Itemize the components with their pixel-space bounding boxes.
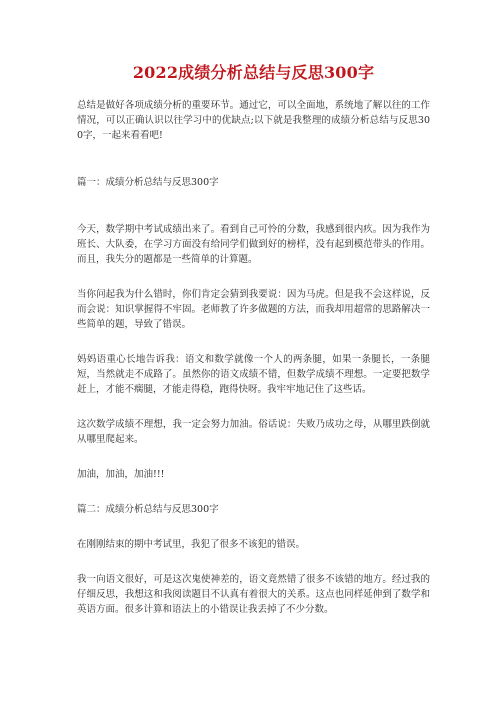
- body-paragraph: 在刚刚结束的期中考试里，我犯了很多不该犯的错误。: [77, 539, 306, 550]
- body-paragraph: 今天，数学期中考试成绩出来了。看到自己可怜的分数，我感到很内疚。因为我作为班长、大队委，在学习方面没有给同学们做到好的榜样，没有起到模范带头的作用。而且，我失分的题都是一些简单的计算题。: [77, 224, 430, 265]
- section-heading-2: 篇二：成绩分析总结与反思300字: [77, 504, 219, 515]
- body-paragraph: 妈妈语重心长地告诉我：语文和数学就像一个人的两条腿，如果一条腿长，一条腿短，当然就走不成路了。虽然你的语文成绩不错，但数学成绩不理想。一定要把数学赶上，才能不瘸腿，才能走得稳，跑得快呀。我牢牢地记住了这些话。: [77, 354, 430, 395]
- intro-paragraph: 总结是做好各项成绩分析的重要环节。通过它，可以全面地，系统地了解以往的工作情况，可以正确认识以往学习中的优缺点;以下就是我整理的成绩分析总结与反思300字，一起来看看吧!: [77, 100, 430, 141]
- section-heading-1: 篇一：成绩分析总结与反思300字: [77, 177, 219, 188]
- body-paragraph: 当你问起我为什么错时，你们肯定会猜到我要说：因为马虎。但是我不会这样说，反而会说：知识掌握得不牢固。老师教了许多做题的方法，而我却用超常的思路解决一些简单的题，导致了错误。: [77, 289, 430, 330]
- document-body: [77, 98, 430, 617]
- body-paragraph: 这次数学成绩不理想，我一定会努力加油。俗话说：失败乃成功之母，从哪里跌倒就从哪里爬起来。: [77, 419, 430, 445]
- body-paragraph: 我一向语文很好，可是这次鬼使神差的，语文竟然错了很多不该错的地方。经过我的仔细反思，我想这和我阅读题目不认真有着很大的关系。这点也同样延伸到了数学和英语方面。很多计算和语法上的小错误让我丢掉了不少分数。: [77, 574, 430, 615]
- body-paragraph: 加油，加油，加油!!!: [77, 469, 165, 480]
- document-title: 2022成绩分析总结与反思300字: [132, 63, 375, 82]
